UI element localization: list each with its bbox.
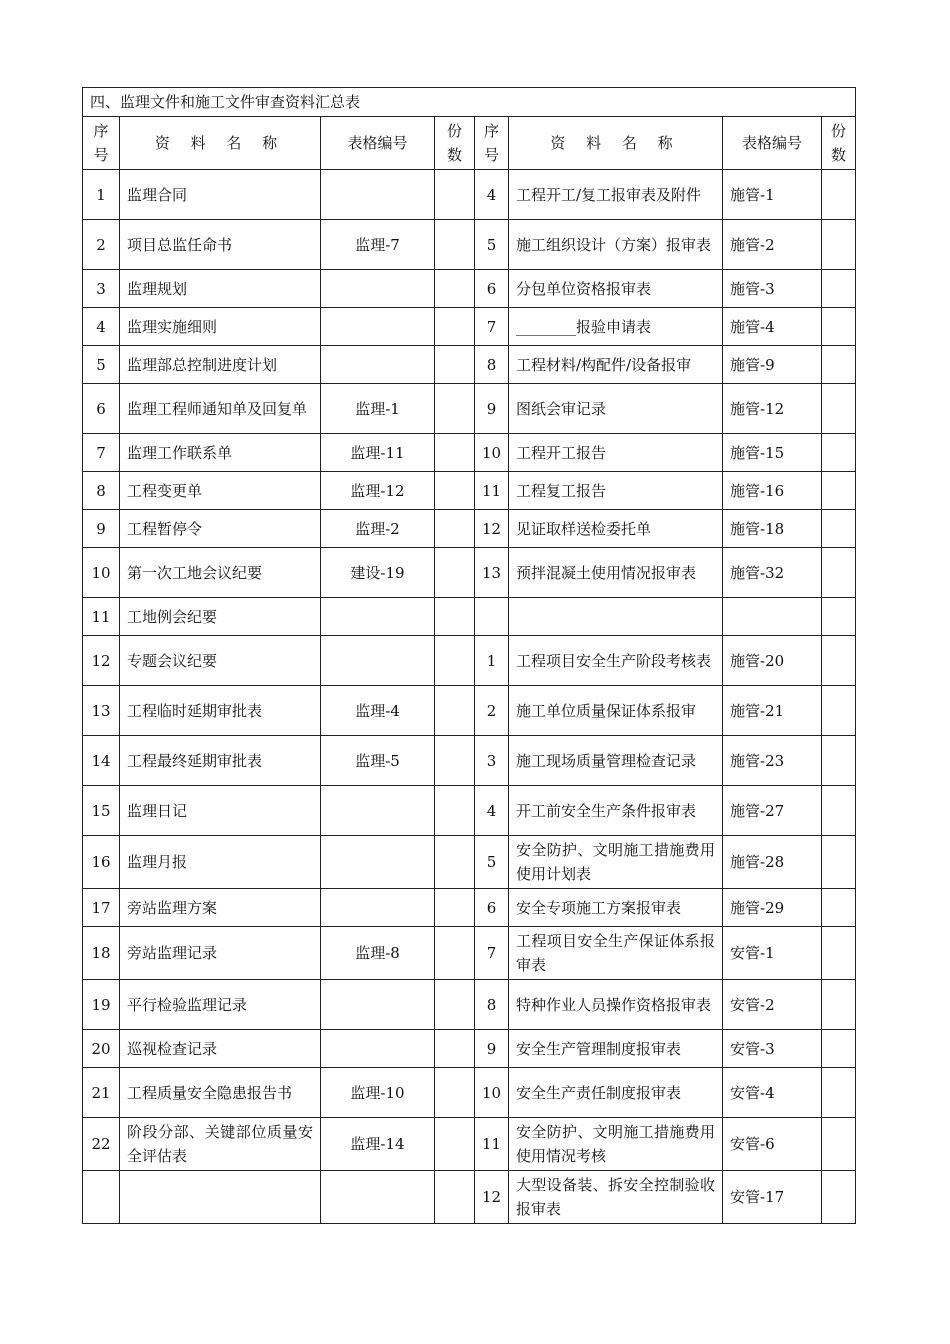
right-seq-cell: 1 — [475, 636, 509, 686]
copies-header: 份数 — [435, 117, 475, 170]
left-copies-cell — [435, 220, 475, 270]
right-copies-cell — [822, 836, 856, 889]
right-seq-cell: 12 — [475, 510, 509, 548]
right-copies-cell — [822, 786, 856, 836]
right-seq-cell: 12 — [475, 1171, 509, 1224]
left-form-no-cell: 监理-2 — [321, 510, 435, 548]
right-copies-cell — [822, 548, 856, 598]
right-form-no-cell: 安管-2 — [723, 980, 822, 1030]
left-name-cell: 工程最终延期审批表 — [120, 736, 321, 786]
left-copies-cell — [435, 170, 475, 220]
table-row — [83, 1068, 856, 1118]
left-copies-cell — [435, 1030, 475, 1068]
table-row — [83, 346, 856, 384]
left-form-no-cell — [321, 1171, 435, 1224]
left-form-no-cell: 建设-19 — [321, 548, 435, 598]
right-copies-cell — [822, 598, 856, 636]
right-copies-cell — [822, 927, 856, 980]
right-name-cell: 施工现场质量管理检查记录 — [509, 736, 723, 786]
right-seq-cell: 9 — [475, 1030, 509, 1068]
right-copies-cell — [822, 1118, 856, 1171]
right-copies-cell — [822, 346, 856, 384]
right-name-cell: 安全专项施工方案报审表 — [509, 889, 723, 927]
left-form-no-cell: 监理-1 — [321, 384, 435, 434]
left-name-cell: 工地例会纪要 — [120, 598, 321, 636]
right-form-no-cell: 施管-16 — [723, 472, 822, 510]
left-form-no-cell: 监理-7 — [321, 220, 435, 270]
right-seq-cell: 3 — [475, 736, 509, 786]
right-name-cell — [509, 598, 723, 636]
right-form-no-cell: 施管-2 — [723, 220, 822, 270]
left-seq-cell: 9 — [83, 510, 120, 548]
table-body — [83, 170, 856, 1224]
left-name-cell: 监理规划 — [120, 270, 321, 308]
right-form-no-cell: 施管-1 — [723, 170, 822, 220]
right-name-cell: 安全生产责任制度报审表 — [509, 1068, 723, 1118]
left-seq-cell: 21 — [83, 1068, 120, 1118]
table-row — [83, 1030, 856, 1068]
right-copies-cell — [822, 472, 856, 510]
left-name-cell: 监理月报 — [120, 836, 321, 889]
left-seq-cell: 4 — [83, 308, 120, 346]
right-seq-cell — [475, 598, 509, 636]
left-seq-cell: 16 — [83, 836, 120, 889]
left-form-no-cell: 监理-8 — [321, 927, 435, 980]
left-copies-cell — [435, 980, 475, 1030]
form-no-header: 表格编号 — [723, 117, 822, 170]
seq-header: 序号 — [475, 117, 509, 170]
right-seq-cell: 11 — [475, 472, 509, 510]
table-row — [83, 836, 856, 889]
left-name-cell: 监理工程师通知单及回复单 — [120, 384, 321, 434]
table-row — [83, 472, 856, 510]
left-seq-cell: 17 — [83, 889, 120, 927]
right-copies-cell — [822, 308, 856, 346]
left-name-cell: 专题会议纪要 — [120, 636, 321, 686]
form-no-header: 表格编号 — [321, 117, 435, 170]
left-copies-cell — [435, 1171, 475, 1224]
table-row — [83, 270, 856, 308]
right-name-cell: 施工组织设计（方案）报审表 — [509, 220, 723, 270]
left-form-no-cell — [321, 346, 435, 384]
left-name-cell: 监理实施细则 — [120, 308, 321, 346]
left-name-cell: 旁站监理方案 — [120, 889, 321, 927]
left-name-cell: 旁站监理记录 — [120, 927, 321, 980]
left-form-no-cell: 监理-12 — [321, 472, 435, 510]
table-row — [83, 384, 856, 434]
right-form-no-cell: 安管-3 — [723, 1030, 822, 1068]
right-seq-cell: 7 — [475, 927, 509, 980]
right-seq-cell: 6 — [475, 270, 509, 308]
right-seq-cell: 9 — [475, 384, 509, 434]
left-form-no-cell — [321, 786, 435, 836]
table-row — [83, 736, 856, 786]
right-copies-cell — [822, 1068, 856, 1118]
left-seq-cell: 2 — [83, 220, 120, 270]
left-seq-cell — [83, 1171, 120, 1224]
right-seq-cell: 6 — [475, 889, 509, 927]
left-copies-cell — [435, 686, 475, 736]
right-seq-cell: 10 — [475, 434, 509, 472]
left-copies-cell — [435, 1068, 475, 1118]
review-summary-table — [82, 87, 856, 1224]
left-seq-cell: 3 — [83, 270, 120, 308]
right-form-no-cell: 施管-15 — [723, 434, 822, 472]
left-form-no-cell: 监理-14 — [321, 1118, 435, 1171]
right-seq-cell: 7 — [475, 308, 509, 346]
left-copies-cell — [435, 786, 475, 836]
right-form-no-cell: 施管-21 — [723, 686, 822, 736]
table-row — [83, 1118, 856, 1171]
left-form-no-cell: 监理-11 — [321, 434, 435, 472]
right-name-cell: 安全防护、文明施工措施费用使用计划表 — [509, 836, 723, 889]
left-seq-cell: 14 — [83, 736, 120, 786]
left-name-cell: 工程临时延期审批表 — [120, 686, 321, 736]
left-seq-cell: 8 — [83, 472, 120, 510]
table-row — [83, 598, 856, 636]
right-seq-cell: 8 — [475, 980, 509, 1030]
left-form-no-cell — [321, 170, 435, 220]
left-seq-cell: 7 — [83, 434, 120, 472]
left-seq-cell: 1 — [83, 170, 120, 220]
left-form-no-cell: 监理-5 — [321, 736, 435, 786]
right-form-no-cell: 施管-18 — [723, 510, 822, 548]
left-copies-cell — [435, 270, 475, 308]
left-copies-cell — [435, 308, 475, 346]
left-name-cell: 监理工作联系单 — [120, 434, 321, 472]
right-name-cell: 见证取样送检委托单 — [509, 510, 723, 548]
left-copies-cell — [435, 548, 475, 598]
right-form-no-cell: 施管-3 — [723, 270, 822, 308]
left-form-no-cell — [321, 980, 435, 1030]
left-copies-cell — [435, 434, 475, 472]
left-name-cell: 阶段分部、关键部位质量安全评估表 — [120, 1118, 321, 1171]
table-row — [83, 927, 856, 980]
table-row — [83, 220, 856, 270]
right-form-no-cell: 安管-6 — [723, 1118, 822, 1171]
header-row — [83, 117, 856, 170]
left-seq-cell: 10 — [83, 548, 120, 598]
left-form-no-cell — [321, 889, 435, 927]
right-seq-cell: 5 — [475, 220, 509, 270]
right-copies-cell — [822, 510, 856, 548]
table-row — [83, 548, 856, 598]
left-seq-cell: 11 — [83, 598, 120, 636]
right-seq-cell: 11 — [475, 1118, 509, 1171]
left-form-no-cell — [321, 836, 435, 889]
right-name-cell: 工程项目安全生产阶段考核表 — [509, 636, 723, 686]
right-copies-cell — [822, 889, 856, 927]
left-seq-cell: 13 — [83, 686, 120, 736]
left-seq-cell: 15 — [83, 786, 120, 836]
left-seq-cell: 12 — [83, 636, 120, 686]
right-seq-cell: 4 — [475, 170, 509, 220]
left-name-cell: 第一次工地会议纪要 — [120, 548, 321, 598]
right-seq-cell: 13 — [475, 548, 509, 598]
left-form-no-cell: 监理-4 — [321, 686, 435, 736]
left-copies-cell — [435, 736, 475, 786]
right-name-cell: 图纸会审记录 — [509, 384, 723, 434]
left-seq-cell: 20 — [83, 1030, 120, 1068]
right-name-cell: 工程材料/构配件/设备报审 — [509, 346, 723, 384]
left-seq-cell: 5 — [83, 346, 120, 384]
right-name-cell: 工程开工报告 — [509, 434, 723, 472]
right-seq-cell: 10 — [475, 1068, 509, 1118]
right-name-cell: 大型设备装、拆安全控制验收报审表 — [509, 1171, 723, 1224]
right-seq-cell: 4 — [475, 786, 509, 836]
right-seq-cell: 5 — [475, 836, 509, 889]
left-form-no-cell — [321, 636, 435, 686]
left-name-cell: 巡视检查记录 — [120, 1030, 321, 1068]
left-form-no-cell — [321, 308, 435, 346]
left-name-cell: 项目总监任命书 — [120, 220, 321, 270]
left-seq-cell: 19 — [83, 980, 120, 1030]
table-row — [83, 1171, 856, 1224]
right-form-no-cell: 安管-1 — [723, 927, 822, 980]
left-seq-cell: 22 — [83, 1118, 120, 1171]
right-seq-cell: 8 — [475, 346, 509, 384]
left-name-cell: 工程暂停令 — [120, 510, 321, 548]
left-seq-cell: 18 — [83, 927, 120, 980]
right-name-cell: 特种作业人员操作资格报审表 — [509, 980, 723, 1030]
title-row — [83, 88, 856, 117]
right-name-cell: 安全防护、文明施工措施费用使用情况考核 — [509, 1118, 723, 1171]
right-copies-cell — [822, 686, 856, 736]
right-form-no-cell: 施管-20 — [723, 636, 822, 686]
table-row — [83, 434, 856, 472]
right-name-cell: 分包单位资格报审表 — [509, 270, 723, 308]
left-form-no-cell: 监理-10 — [321, 1068, 435, 1118]
table-row — [83, 980, 856, 1030]
left-name-cell: 监理部总控制进度计划 — [120, 346, 321, 384]
left-copies-cell — [435, 346, 475, 384]
table-title: 四、监理文件和施工文件审查资料汇总表 — [83, 88, 856, 117]
left-copies-cell — [435, 836, 475, 889]
left-name-cell: 监理合同 — [120, 170, 321, 220]
left-copies-cell — [435, 927, 475, 980]
right-copies-cell — [822, 220, 856, 270]
right-seq-cell: 2 — [475, 686, 509, 736]
right-form-no-cell: 施管-4 — [723, 308, 822, 346]
right-form-no-cell: 施管-29 — [723, 889, 822, 927]
right-copies-cell — [822, 736, 856, 786]
left-copies-cell — [435, 889, 475, 927]
right-form-no-cell: 施管-28 — [723, 836, 822, 889]
right-copies-cell — [822, 1171, 856, 1224]
left-name-cell: 工程质量安全隐患报告书 — [120, 1068, 321, 1118]
right-form-no-cell — [723, 598, 822, 636]
table-row — [83, 686, 856, 736]
right-name-cell: 施工单位质量保证体系报审 — [509, 686, 723, 736]
left-name-cell: 工程变更单 — [120, 472, 321, 510]
left-copies-cell — [435, 598, 475, 636]
left-copies-cell — [435, 472, 475, 510]
right-form-no-cell: 安管-4 — [723, 1068, 822, 1118]
table-row — [83, 170, 856, 220]
table-row — [83, 636, 856, 686]
left-seq-cell: 6 — [83, 384, 120, 434]
left-name-cell: 监理日记 — [120, 786, 321, 836]
right-name-cell: 工程项目安全生产保证体系报审表 — [509, 927, 723, 980]
left-copies-cell — [435, 510, 475, 548]
copies-header: 份数 — [822, 117, 856, 170]
table-row — [83, 510, 856, 548]
name-header: 资 料 名 称 — [509, 117, 723, 170]
right-form-no-cell: 施管-9 — [723, 346, 822, 384]
right-name-cell: 工程开工/复工报审表及附件 — [509, 170, 723, 220]
right-form-no-cell: 施管-27 — [723, 786, 822, 836]
right-copies-cell — [822, 170, 856, 220]
table-row — [83, 786, 856, 836]
right-copies-cell — [822, 384, 856, 434]
table-row — [83, 889, 856, 927]
right-name-cell: 工程复工报告 — [509, 472, 723, 510]
left-form-no-cell — [321, 1030, 435, 1068]
left-copies-cell — [435, 384, 475, 434]
right-form-no-cell: 施管-23 — [723, 736, 822, 786]
left-name-cell: 平行检验监理记录 — [120, 980, 321, 1030]
left-copies-cell — [435, 636, 475, 686]
right-name-cell: 开工前安全生产条件报审表 — [509, 786, 723, 836]
right-copies-cell — [822, 636, 856, 686]
left-form-no-cell — [321, 270, 435, 308]
right-form-no-cell: 施管-12 — [723, 384, 822, 434]
right-name-cell: 预拌混凝土使用情况报审表 — [509, 548, 723, 598]
right-form-no-cell: 施管-32 — [723, 548, 822, 598]
right-copies-cell — [822, 1030, 856, 1068]
right-copies-cell — [822, 270, 856, 308]
left-copies-cell — [435, 1118, 475, 1171]
right-copies-cell — [822, 434, 856, 472]
table-row — [83, 308, 856, 346]
left-name-cell — [120, 1171, 321, 1224]
right-name-cell: 安全生产管理制度报审表 — [509, 1030, 723, 1068]
name-header: 资 料 名 称 — [120, 117, 321, 170]
right-name-cell: ________报验申请表 — [509, 308, 723, 346]
seq-header: 序号 — [83, 117, 120, 170]
right-copies-cell — [822, 980, 856, 1030]
right-form-no-cell: 安管-17 — [723, 1171, 822, 1224]
left-form-no-cell — [321, 598, 435, 636]
